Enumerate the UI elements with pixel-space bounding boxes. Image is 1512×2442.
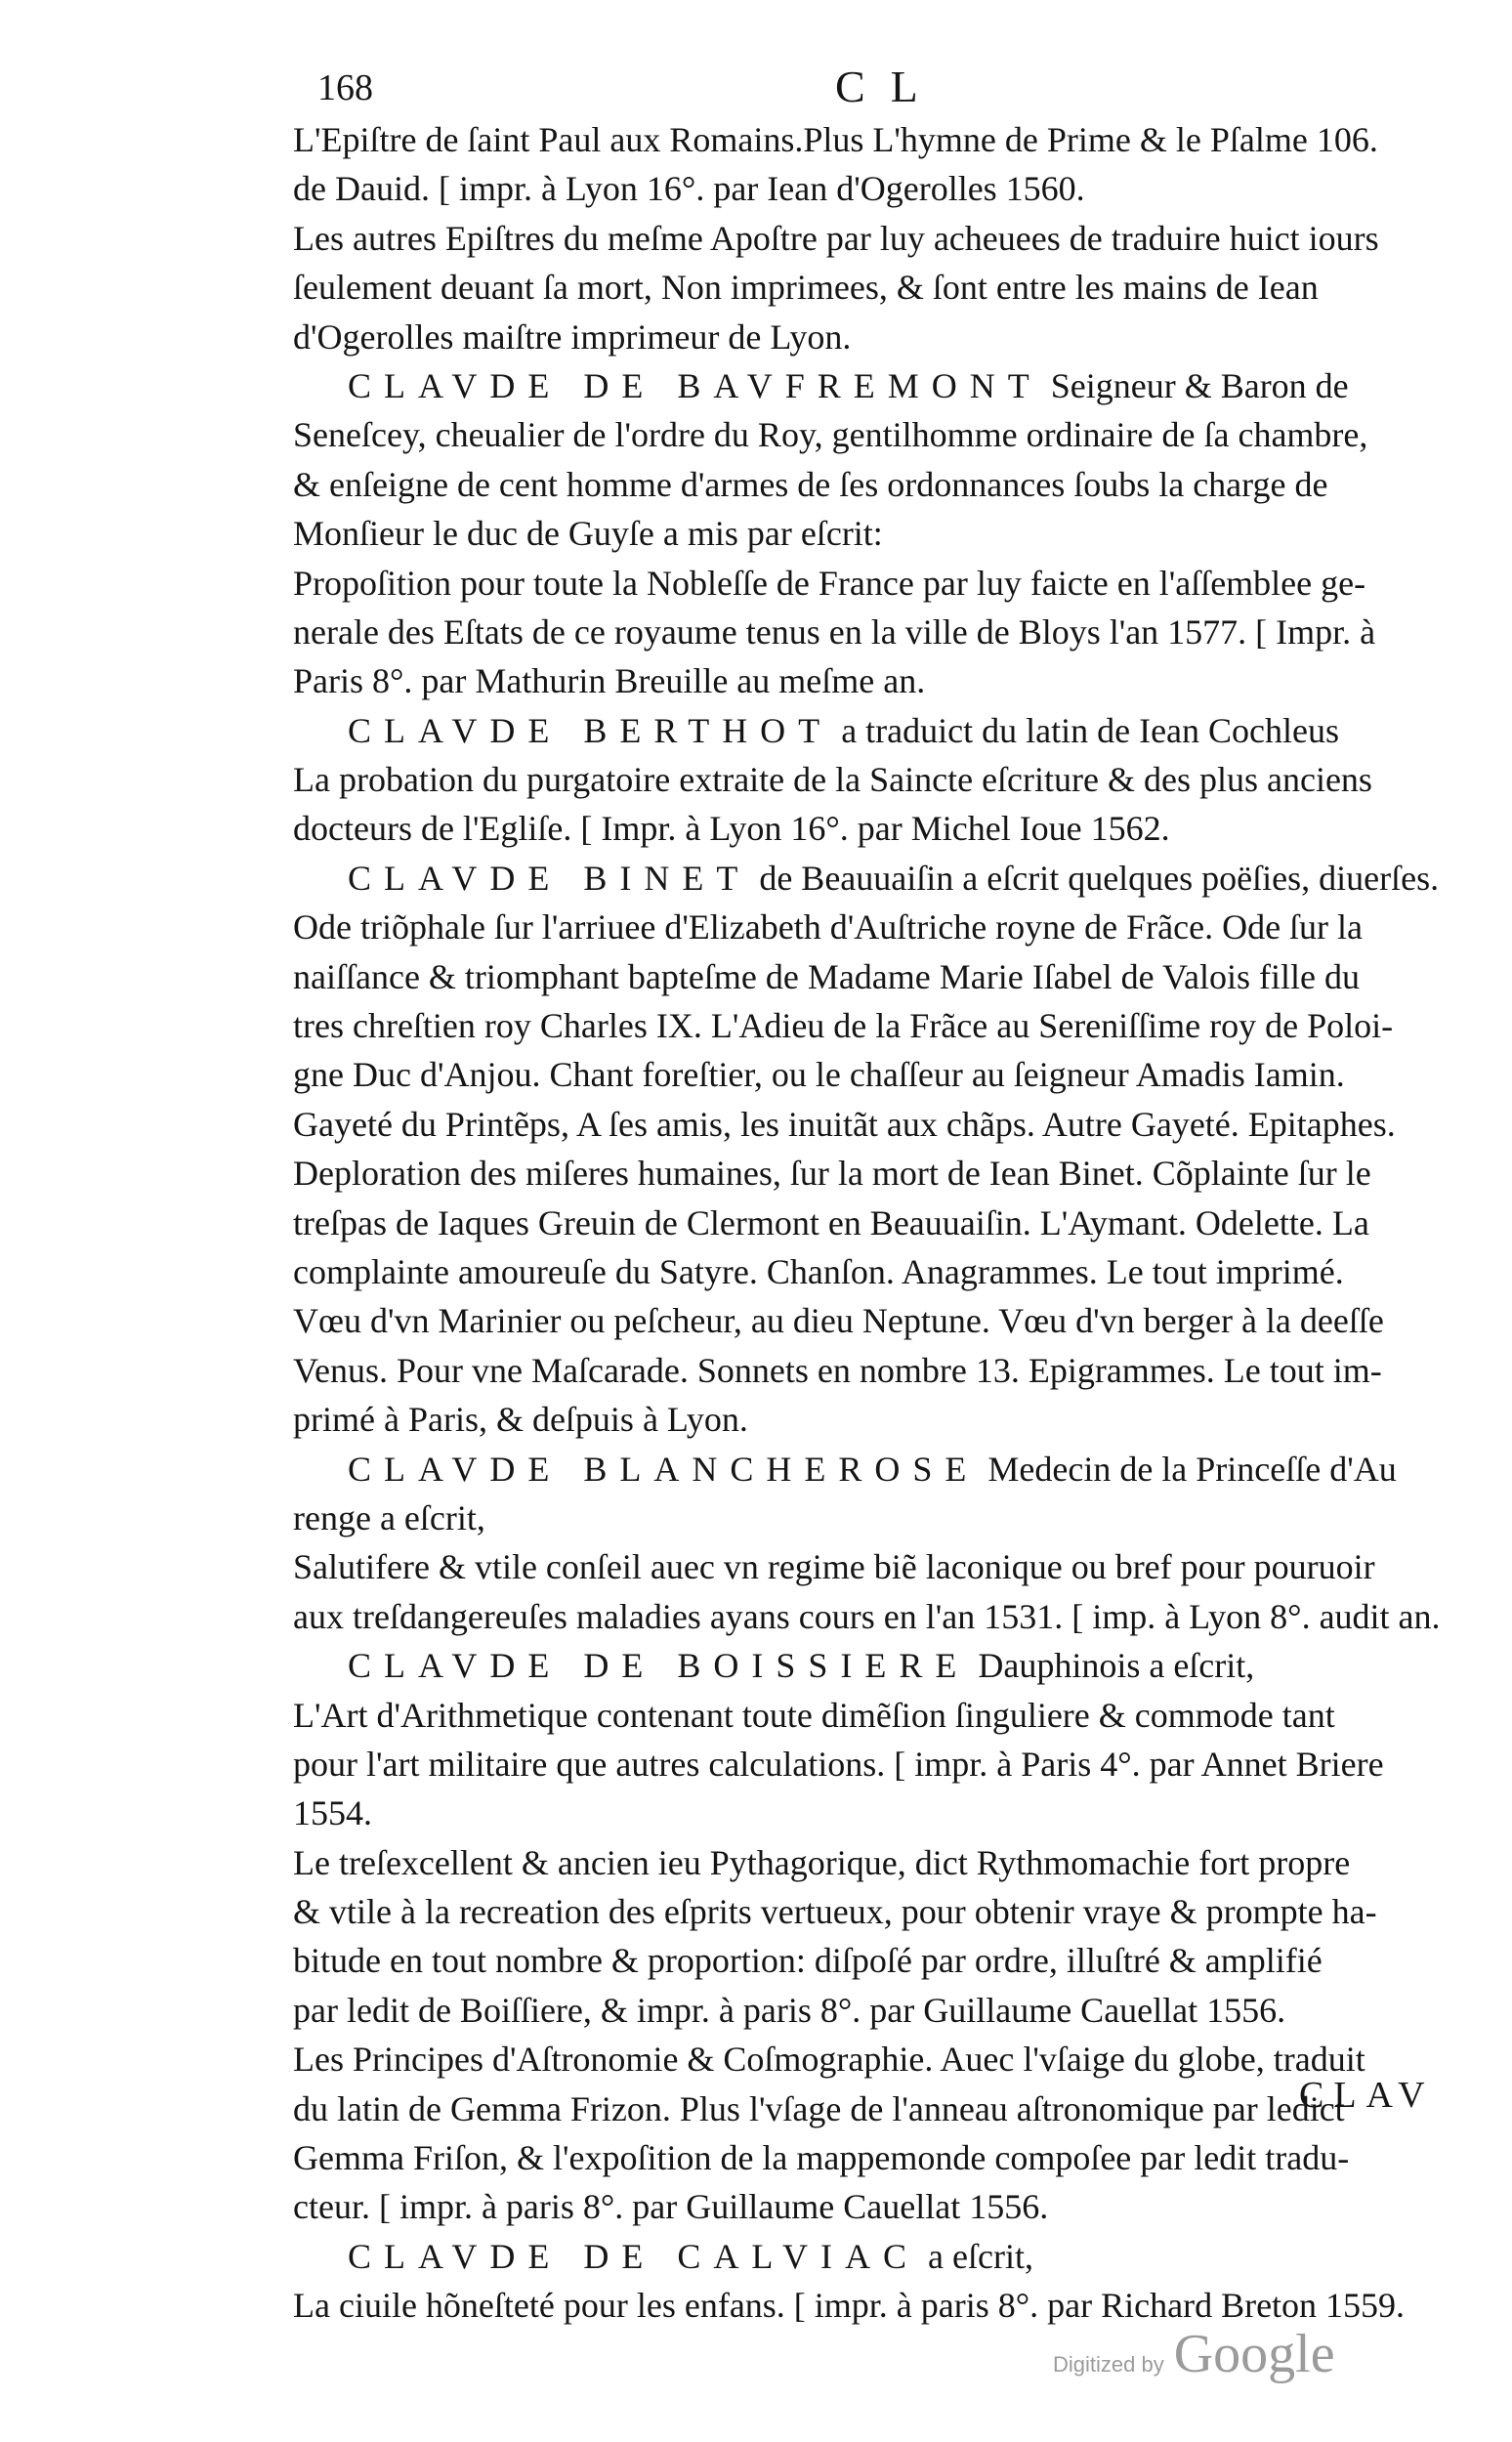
text-line: [293, 460, 1475, 509]
text-line: [293, 1592, 1475, 1641]
line-text: Deploration des miſeres humaines, ſur la mort de Iean Binet. Cõplainte ſur le: [293, 1154, 1371, 1194]
line-text: a eſcrit,: [919, 2236, 1033, 2276]
text-line: [293, 2084, 1475, 2133]
line-text: Les autres Epiſtres du meſme Apoſtre par luy acheuees de traduire huict iours: [293, 218, 1379, 258]
text-line: [293, 1494, 1475, 1542]
line-text: du latin de Gemma Frizon. Plus l'vſage de l'anneau aſtronomique par ledict: [293, 2088, 1345, 2128]
line-text: d'Ogerolles maiſtre imprimeur de Lyon.: [293, 316, 852, 357]
text-line: [293, 2035, 1475, 2084]
text-line: [293, 410, 1475, 459]
text-line: [293, 1296, 1475, 1345]
line-text: naiſſance & triomphant bapteſme de Madame Marie Iſabel de Valois fille du: [293, 956, 1360, 996]
entry-heading-line: [293, 1641, 1475, 1690]
line-text: primé à Paris, & deſpuis à Lyon.: [293, 1400, 748, 1440]
line-text: de Beauuaiſin a eſcrit quelques poëſies, diuerſes.: [750, 858, 1440, 898]
entry-heading-line: [293, 706, 1475, 755]
text-line: [293, 164, 1475, 213]
author-name: CLAVDE DE BAVFREMONT: [348, 365, 1042, 405]
author-name: CLAVDE BLANCHEROSE: [348, 1449, 980, 1489]
text-line: [293, 1986, 1475, 2035]
line-text: treſpas de Iaques Greuin de Clermont en Beauuaiſin. L'Aymant. Odelette. La: [293, 1202, 1369, 1242]
line-text: La ciuile hõneſteté pour les enfans. [ impr. à paris 8°. par Richard Breton 1559.: [293, 2286, 1406, 2326]
text-line: [293, 1001, 1475, 1050]
text-line: [293, 608, 1475, 656]
text-line: [293, 1887, 1475, 1936]
line-text: Vœu d'vn Marinier ou peſcheur, au dieu Neptune. Vœu d'vn berger à la deeſſe: [293, 1301, 1384, 1341]
text-line: [293, 559, 1475, 608]
google-logo: Google: [1173, 2324, 1335, 2384]
line-text: docteurs de l'Egliſe. [ Impr. à Lyon 16°. par Michel Ioue 1562.: [293, 809, 1170, 849]
line-text: Gemma Friſon, & l'expoſition de la mappemonde compoſee par ledit tradu-: [293, 2138, 1350, 2178]
text-line: [293, 1542, 1475, 1591]
page-header: [317, 62, 1470, 115]
author-name: CLAVDE DE CALVIAC: [348, 2236, 920, 2276]
line-text: nerale des Eſtats de ce royaume tenus en la ville de Bloys l'an 1577. [ Impr. à: [293, 611, 1376, 652]
text-line: [293, 1395, 1475, 1444]
catchword: CLAV: [1299, 2075, 1435, 2116]
line-text: ſeulement deuant ſa mort, Non imprimees, & ſont entre les mains de Iean: [293, 268, 1319, 308]
text-line: [293, 1346, 1475, 1395]
line-text: Propoſition pour toute la Nobleſſe de France par luy faicte en l'aſſemblee ge-: [293, 563, 1366, 603]
author-name: CLAVDE BERTHOT: [348, 710, 833, 750]
running-head: CL: [835, 62, 944, 111]
line-text: Le treſexcellent & ancien ieu Pythagorique, dict Rythmomachie fort propre: [293, 1842, 1351, 1882]
line-text: Seneſcey, cheualier de l'ordre du Roy, gentilhomme ordinaire de ſa chambre,: [293, 415, 1368, 455]
line-text: Seigneur & Baron de: [1041, 365, 1349, 405]
text-line: [293, 1691, 1475, 1740]
text-line: [293, 2133, 1475, 2182]
author-name: CLAVDE DE BOISSIERE: [348, 1646, 970, 1686]
line-text: Monſieur le duc de Guyſe a mis par eſcrit:: [293, 514, 883, 554]
line-text: a traduict du latin de Iean Cochleus: [832, 710, 1340, 750]
entry-heading-line: [293, 854, 1475, 903]
line-text: par ledit de Boiſſiere, & impr. à paris 8°. par Guillaume Cauellat 1556.: [293, 1990, 1286, 2030]
line-text: cteur. [ impr. à paris 8°. par Guillaume Cauellat 1556.: [293, 2187, 1049, 2227]
text-line: [293, 263, 1475, 312]
entry-heading-line: [293, 361, 1475, 410]
line-text: Medecin de la Princeſſe d'Au: [979, 1449, 1397, 1489]
text-line: [293, 115, 1475, 164]
body-text: [293, 115, 1475, 2331]
line-text: L'Art d'Arithmetique contenant toute dimẽſion ſinguliere & commode tant: [293, 1695, 1335, 1735]
text-line: [293, 1050, 1475, 1099]
line-text: & enſeigne de cent homme d'armes de ſes ordonnances ſoubs la charge de: [293, 464, 1328, 504]
entry-heading-line: [293, 1445, 1475, 1494]
line-text: Dauphinois a eſcrit,: [969, 1646, 1255, 1686]
line-text: Les Principes d'Aſtronomie & Coſmographie. Auec l'vſaige du globe, traduit: [293, 2040, 1365, 2080]
line-text: 1554.: [293, 1793, 372, 1833]
text-line: [293, 1740, 1475, 1789]
text-line: [293, 952, 1475, 1001]
digitized-by-google-watermark: [1053, 2323, 1335, 2385]
text-line: [293, 804, 1475, 853]
text-line: [293, 1838, 1475, 1887]
line-text: Paris 8°. par Mathurin Breuille au meſme an.: [293, 661, 926, 701]
text-line: [293, 1936, 1475, 1985]
text-line: [293, 903, 1475, 951]
text-line: [293, 755, 1475, 804]
line-text: tres chreſtien roy Charles IX. L'Adieu de la Frãce au Sereniſſime roy de Poloi-: [293, 1006, 1394, 1046]
line-text: pour l'art militaire que autres calculations. [ impr. à Paris 4°. par Annet Briere: [293, 1744, 1384, 1784]
text-line: [293, 2182, 1475, 2231]
line-text: aux treſdangereuſes maladies ayans cours en l'an 1531. [ imp. à Lyon 8°. audit an.: [293, 1596, 1441, 1636]
text-line: [293, 1247, 1475, 1296]
line-text: gne Duc d'Anjou. Chant foreſtier, ou le chaſſeur au ſeigneur Amadis Iamin.: [293, 1055, 1345, 1095]
line-text: renge a eſcrit,: [293, 1497, 485, 1537]
text-line: [293, 1149, 1475, 1198]
watermark-prefix: Digitized by: [1053, 2352, 1164, 2377]
text-line: [293, 1199, 1475, 1247]
text-line: [293, 1100, 1475, 1149]
line-text: L'Epiſtre de ſaint Paul aux Romains.Plus L'hymne de Prime & le Pſalme 106.: [293, 120, 1378, 159]
entry-heading-line: [293, 2232, 1475, 2281]
line-text: Venus. Pour vne Maſcarade. Sonnets en nombre 13. Epigrammes. Le tout im-: [293, 1350, 1382, 1390]
text-line: [293, 313, 1475, 361]
text-line: [293, 509, 1475, 558]
line-text: La probation du purgatoire extraite de la Saincte eſcriture & des plus anciens: [293, 760, 1372, 800]
line-text: & vtile à la recreation des eſprits vertueux, pour obtenir vraye & prompte ha-: [293, 1892, 1377, 1932]
line-text: Gayeté du Printẽps, A ſes amis, les inuitãt aux chãps. Autre Gayeté. Epitaphes.: [293, 1104, 1396, 1144]
line-text: bitude en tout nombre & proportion: diſpoſé par ordre, illuſtré & amplifié: [293, 1941, 1323, 1981]
text-line: [293, 214, 1475, 263]
page-number: 168: [317, 67, 373, 108]
line-text: Salutifere & vtile conſeil auec vn regime biẽ laconique ou bref pour pouruoir: [293, 1547, 1375, 1587]
text-line: [293, 1789, 1475, 1837]
line-text: complainte amoureuſe du Satyre. Chanſon. Anagrammes. Le tout imprimé.: [293, 1251, 1344, 1291]
author-name: CLAVDE BINET: [348, 858, 751, 898]
text-line: [293, 656, 1475, 705]
line-text: de Dauid. [ impr. à Lyon 16°. par Iean d'Ogerolles 1560.: [293, 169, 1085, 209]
line-text: Ode triõphale ſur l'arriuee d'Elizabeth d'Auſtriche royne de Frãce. Ode ſur la: [293, 907, 1364, 947]
